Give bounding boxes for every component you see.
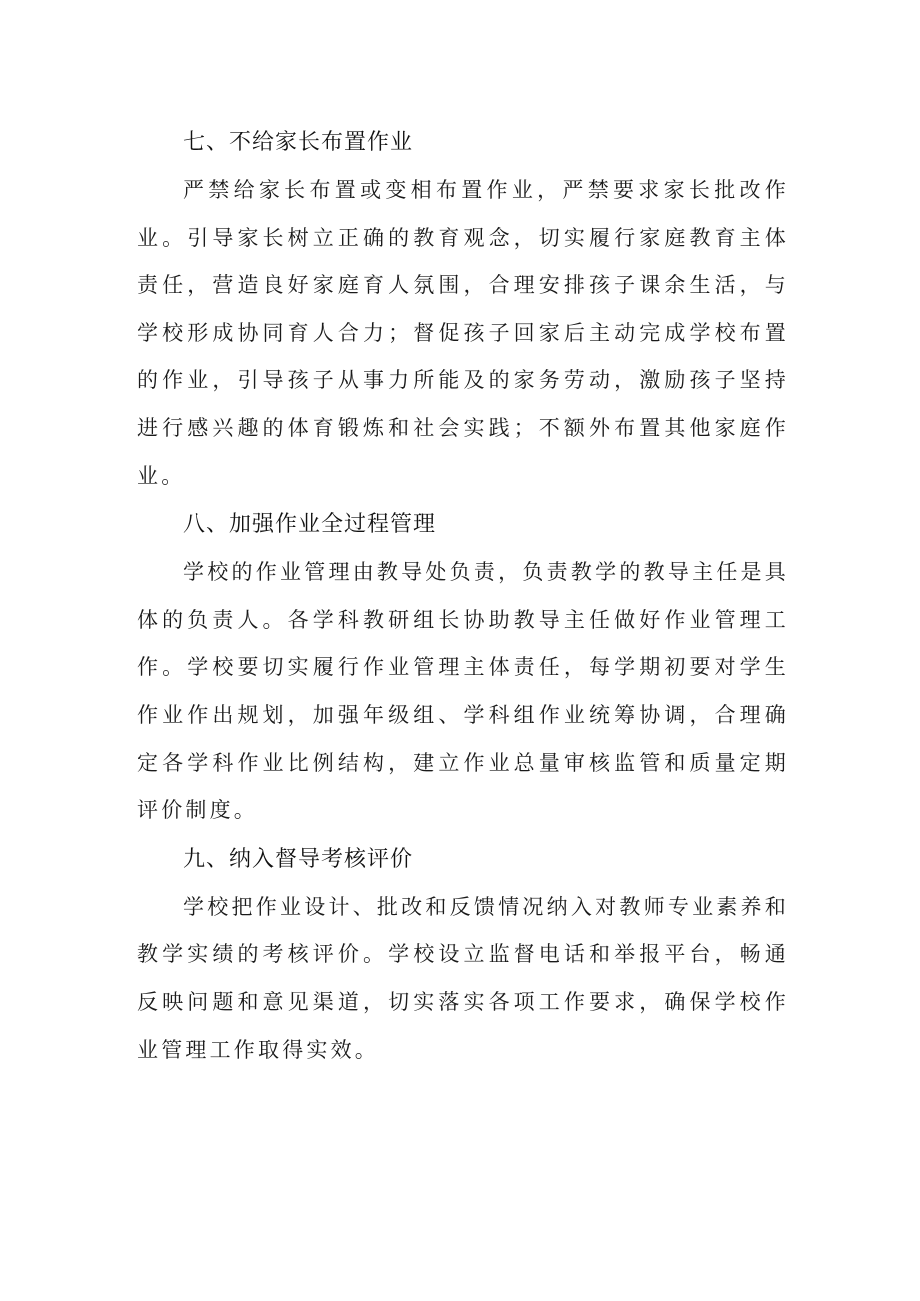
- section-8-heading: 八、加强作业全过程管理: [183, 512, 437, 538]
- document-body: [137, 118, 789, 1074]
- section-7-paragraph: 严禁给家长布置或变相布置作业，严禁要求家长批改作业。引导家长树立正确的教育观念，切实履行家庭教育主体责任，营造良好家庭育人氛围，合理安排孩子课余生活，与学校形成协同育人合力；督促孩子回家后主动完成学校布置的作业，引导孩子从事力所能及的家务劳动，激励孩子坚持进行感兴趣的体育锻炼和社会实践；不额外布置其他家庭作业。: [137, 178, 789, 488]
- section-9-heading: 九、纳入督导考核评价: [183, 846, 414, 872]
- section-8-paragraph: 学校的作业管理由教导处负责，负责教学的教导主任是具体的负责人。各学科教研组长协助教导主任做好作业管理工作。学校要切实履行作业管理主体责任，每学期初要对学生作业作出规划，加强年级组、学科组作业统筹协调，合理确定各学科作业比例结构，建立作业总量审核监管和质量定期评价制度。: [137, 560, 789, 823]
- section-9-paragraph: 学校把作业设计、批改和反馈情况纳入对教师专业素养和教学实绩的考核评价。学校设立监督电话和举报平台，畅通反映问题和意见渠道，切实落实各项工作要求，确保学校作业管理工作取得实效。: [137, 894, 789, 1062]
- section-7-heading: 七、不给家长布置作业: [183, 130, 414, 155]
